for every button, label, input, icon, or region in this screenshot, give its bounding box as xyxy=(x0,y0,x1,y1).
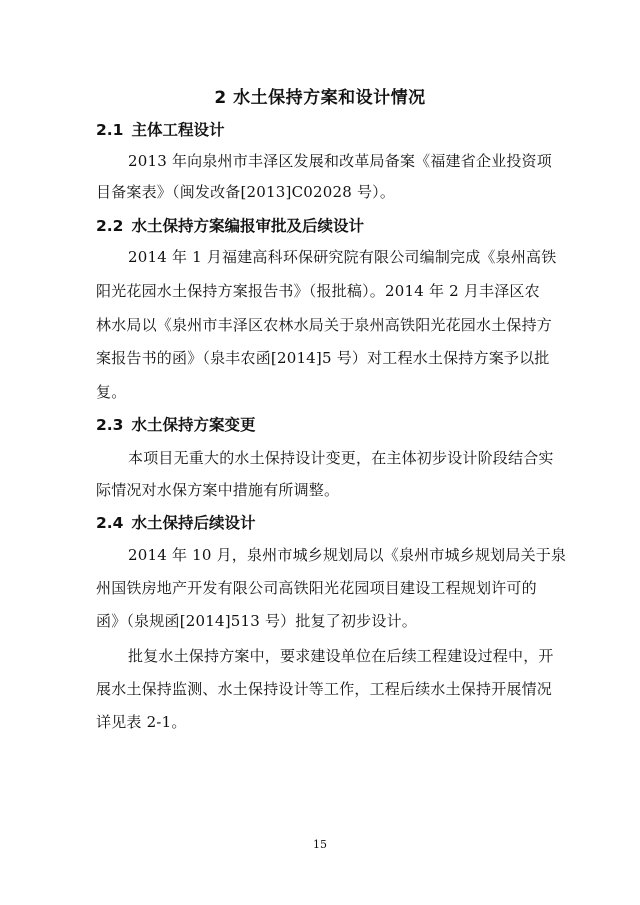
paragraph-line: 2013 年向泉州市丰泽区发展和改革局备案《福建省企业投资项 xyxy=(128,152,552,170)
section-title: 主体工程设计 xyxy=(131,121,225,139)
paragraph-line: 复。 xyxy=(96,383,127,401)
paragraph-line: 阳光花园水土保持方案报告书》（报批稿）。2014 年 2 月丰泽区农 xyxy=(96,282,540,300)
paragraph-line: 案报告书的函》（泉丰农函[2014]5 号）对工程水土保持方案予以批 xyxy=(96,349,550,367)
section-number: 2.2 xyxy=(96,217,124,235)
section-title: 水土保持后续设计 xyxy=(131,514,256,532)
section-number: 2.3 xyxy=(96,416,124,434)
paragraph-line: 目备案表》（闽发改备[2013]C02028 号）。 xyxy=(96,183,396,201)
section-number: 2.4 xyxy=(96,514,124,532)
paragraph-line: 2014 年 10 月，泉州市城乡规划局以《泉州市城乡规划局关于泉 xyxy=(128,546,567,564)
paragraph-line: 际情况对水保方案中措施有所调整。 xyxy=(96,481,340,499)
section-number: 2.1 xyxy=(96,121,124,139)
section-heading-2-3 xyxy=(96,414,255,436)
paragraph-line: 2014 年 1 月福建高科环保研究院有限公司编制完成《泉州高铁 xyxy=(128,248,557,266)
paragraph-line: 本项目无重大的水土保持设计变更，在主体初步设计阶段结合实 xyxy=(128,449,554,467)
paragraph-line: 详见表 2-1。 xyxy=(96,713,187,731)
chapter-title: 2 水土保持方案和设计情况 xyxy=(214,88,426,108)
paragraph-line: 函》（泉规函[2014]513 号）批复了初步设计。 xyxy=(96,612,417,630)
paragraph-line: 林水局以《泉州市丰泽区农林水局关于泉州高铁阳光花园水土保持方 xyxy=(96,316,553,334)
paragraph-line: 州国铁房地产开发有限公司高铁阳光花园项目建设工程规划许可的 xyxy=(96,579,537,597)
page-number: 15 xyxy=(313,838,327,851)
section-title: 水土保持方案变更 xyxy=(131,416,256,434)
paragraph-line: 批复水土保持方案中，要求建设单位在后续工程建设过程中，开 xyxy=(128,647,554,665)
section-title: 水土保持方案编报审批及后续设计 xyxy=(131,217,364,235)
section-heading-2-4 xyxy=(96,512,255,534)
section-heading-2-2 xyxy=(96,215,364,237)
section-heading-2-1 xyxy=(96,119,224,141)
paragraph-line: 展水土保持监测、水土保持设计等工作，工程后续水土保持开展情况 xyxy=(96,680,553,698)
